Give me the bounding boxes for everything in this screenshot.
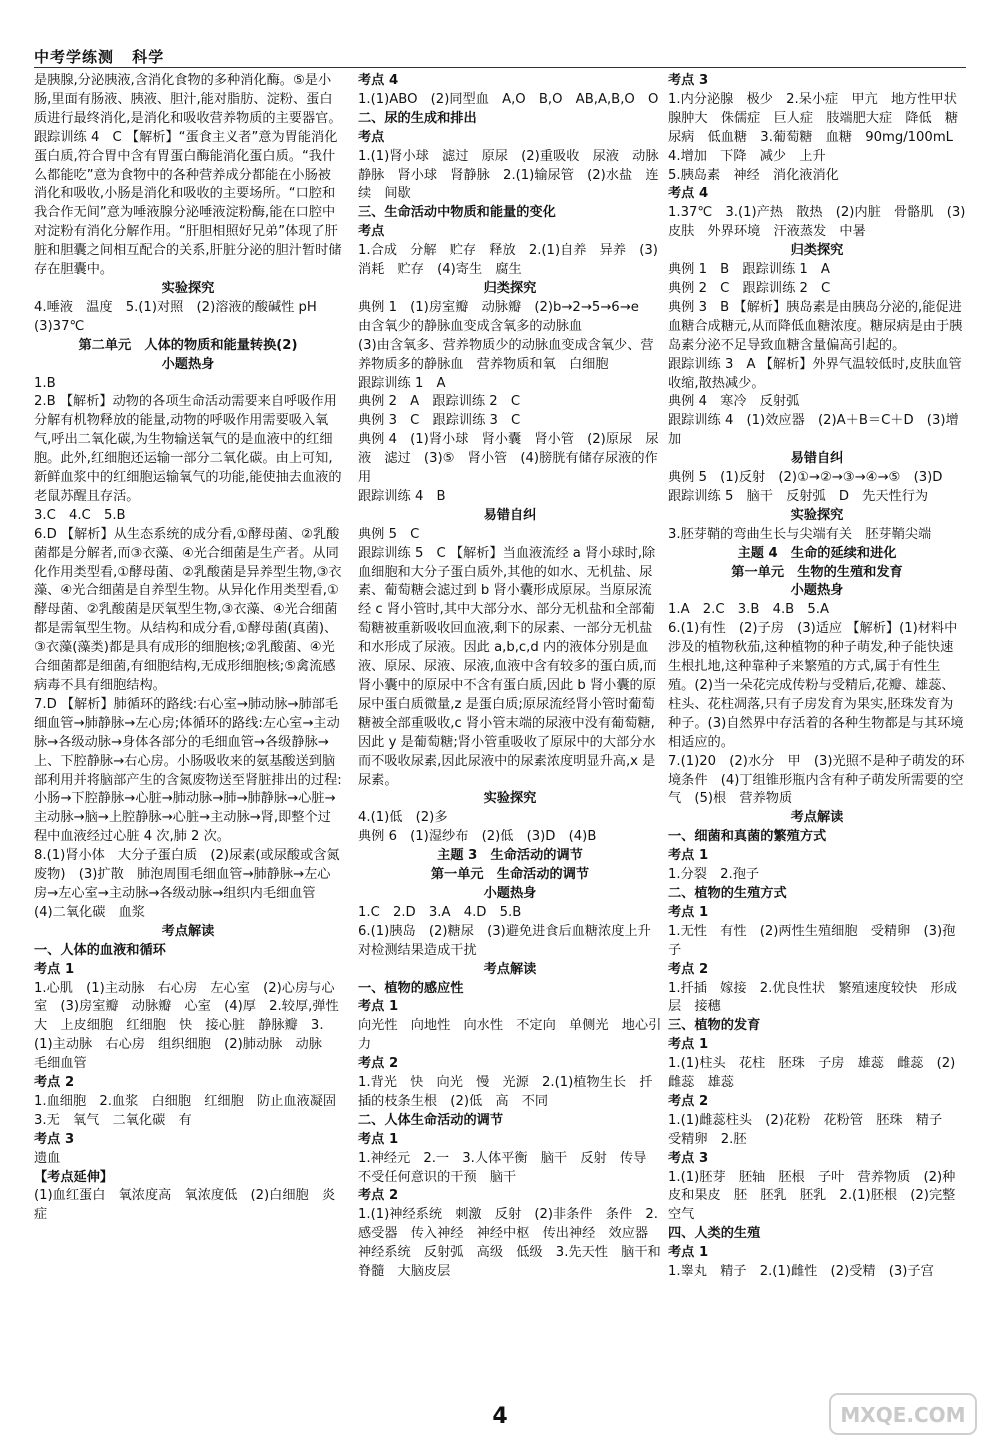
col2-line-34: 考点 1	[358, 1131, 399, 1147]
col1-line-21: (1)血红蛋白 氧浓度高 氧浓度低 (2)白细胞 炎症	[34, 1188, 336, 1223]
col3-line-5: 归类探究	[790, 243, 844, 259]
col3-line-39: 四、人类的生殖	[668, 1226, 761, 1242]
col1-line-4: 第二单元 人体的物质和能量转换(2)	[78, 337, 298, 353]
col3-line-16: 3.胚芽鞘的弯曲生长与尖端有关 胚芽鞘尖端	[668, 526, 932, 542]
col3-line-35: 考点 2	[668, 1093, 709, 1109]
col2-line-14: 典例 4 (1)肾小球 肾小囊 肾小管 (2)原尿 尿液 滤过 (3)⑤ 肾小管 (4)膀胱有储存尿液的作用	[358, 432, 659, 486]
col2-line-16: 易错自纠	[483, 507, 537, 523]
col1-line-16: 考点 2	[34, 1075, 75, 1091]
col3-line-25: 考点 1	[668, 848, 709, 864]
col3-line-38: 1.(1)胚芽 胚轴 胚根 子叶 营养物质 (2)种皮和果皮 胚 胚乳 胚乳 2.(1)胚根 (2)完整 空气	[668, 1169, 969, 1223]
subject-label: 科学	[132, 48, 165, 66]
col2-line-7: 1.合成 分解 贮存 释放 2.(1)自养 异养 (3)消耗 贮存 (4)寄生 腐生	[358, 243, 658, 278]
col3-line-36: 1.(1)雌蕊柱头 (2)花粉 花粉管 胚珠 精子 受精卵 2.胚	[668, 1112, 956, 1147]
col3-line-29: 1.无性 有性 (2)两性生殖细胞 受精卵 (3)孢子	[668, 923, 956, 958]
col3-line-1: 1.内分泌腺 极少 2.呆小症 甲亢 地方性甲状腺肿大 侏儒症 巨人症 肢端肥大症 降低 糖尿病 低血糖 3.葡萄糖 血糖 90mg/100mL 4.增加 下降 减少 上升	[668, 91, 967, 164]
col1-line-20: 【考点延伸】	[34, 1169, 114, 1185]
col2-line-21: 典例 6 (1)湿纱布 (2)低 (3)D (4)B	[358, 829, 597, 845]
col3-line-20: 1.A 2.C 3.B 4.B 5.A	[668, 602, 830, 618]
col3-line-10: 典例 4 寒冷 反射弧	[668, 394, 800, 410]
col3-line-24: 一、细菌和真菌的繁殖方式	[668, 829, 827, 845]
col2-line-25: 1.C 2.D 3.A 4.D 5.B	[358, 904, 522, 920]
col2-line-35: 1.神经元 2.一 3.人体平衡 脑干 反射 传导 不受任何意识的干预 脑干	[358, 1150, 660, 1185]
text-column-2	[358, 72, 672, 1412]
col2-line-4: 1.(1)肾小球 滤过 原尿 (2)重吸收 尿液 动脉 静脉 肾小球 肾静脉 2.(1)输尿管 (2)水盐 连续 间歇	[358, 148, 672, 202]
col2-line-26: 6.(1)胰岛 (2)糖尿 (3)避免进食后血糖浓度上升对检测结果造成干扰	[358, 923, 651, 958]
col2-line-19: 实验探究	[483, 791, 537, 807]
col3-line-9: 跟踪训练 3 A 【解析】外界气温较低时,皮肤血管收缩,散热减少。	[668, 356, 962, 391]
svg-text:MXQE.COM: MXQE.COM	[840, 1403, 966, 1427]
col3-line-27: 二、植物的生殖方式	[668, 885, 787, 901]
col2-line-30: 向光性 向地性 向水性 不定向 单侧光 地心引力	[358, 1018, 662, 1053]
col3-line-2: 5.胰岛素 神经 消化液消化	[668, 167, 839, 183]
watermark-logo	[828, 1392, 978, 1436]
col2-line-29: 考点 1	[358, 999, 399, 1015]
col1-line-8: 3.C 4.C 5.B	[34, 507, 126, 523]
col2-line-1: 1.(1)ABO (2)同型血 A,O B,O AB,A,B,O O	[358, 91, 659, 107]
col1-line-2: 实验探究	[161, 280, 215, 296]
col3-line-41: 1.睾丸 精子 2.(1)雌性 (2)受精 (3)子宫	[668, 1264, 934, 1280]
col3-line-18: 第一单元 生物的生殖和发育	[731, 564, 903, 580]
header-rule	[34, 67, 966, 68]
page-header	[34, 46, 176, 67]
col3-line-21: 6.(1)有性 (2)子房 (3)适应 【解析】(1)材料中涉及的植物秋茄,这种植物的种子萌发,种子能快速生根扎地,这种靠种子来繁殖的方式,属于有性生殖。(2)当一朵花完成传粉与受精后,花瓣、雄蕊、柱头、花柱凋落,只有子房发育为果实,胚珠发育为种子。(3)自然界中存活着的各种生物都是与其环境相适应的。	[668, 621, 964, 750]
col3-line-31: 1.扦插 嫁接 2.优良性状 繁殖速度较快 形成层 接穗	[668, 980, 957, 1015]
col3-line-19: 小题热身	[790, 583, 844, 599]
col1-line-19: 遗血	[34, 1150, 61, 1166]
col1-line-3: 4.唾液 温度 5.(1)对照 (2)溶液的酸碱性 pH (3)37℃	[34, 299, 331, 334]
col1-line-10: 7.D 【解析】肺循环的路线:右心室→肺动脉→肺部毛细血管→肺静脉→左心房;体循环的路线:左心室→主动脉→各级动脉→身体各部分的毛细血管→各级静脉→上、下腔静脉→右心房。小肠吸收来的氨基酸送到脑部利用并将脑部产生的含氮废物送至肾脏排出的过程:小肠→下腔静脉→心脏→肺动脉→肺→肺静脉→心脏→主动脉→脑→上腔静脉→心脏→主动脉→肾,即整个过程中血液经过心脏 4 次,肺 2 次。	[34, 696, 342, 845]
col2-line-8: 归类探究	[483, 280, 537, 296]
col3-line-33: 考点 1	[668, 1037, 709, 1053]
col2-line-13: 典例 3 C 跟踪训练 3 C	[358, 413, 521, 429]
col3-line-0: 考点 3	[668, 73, 709, 88]
col1-line-6: 1.B	[34, 375, 56, 391]
col3-line-4: 1.37℃ 3.(1)产热 散热 (2)内脏 骨骼肌 (3)皮肤 外界环境 汗液蒸发 中暑	[668, 205, 966, 240]
col3-line-14: 跟踪训练 5 脑干 反射弧 D 先天性行为	[668, 488, 929, 504]
col2-line-28: 一、植物的感应性	[358, 980, 464, 996]
col3-line-30: 考点 2	[668, 961, 709, 977]
col2-line-31: 考点 2	[358, 1056, 399, 1072]
col3-line-6: 典例 1 B 跟踪训练 1 A	[668, 262, 830, 278]
col2-line-6: 考点	[358, 224, 385, 240]
col3-line-40: 考点 1	[668, 1245, 709, 1261]
col2-line-3: 考点	[358, 129, 385, 145]
col2-line-23: 第一单元 生命活动的调节	[430, 867, 590, 883]
col2-line-22: 主题 3 生命活动的调节	[437, 848, 583, 864]
col2-line-15: 跟踪训练 4 B	[358, 488, 446, 504]
col1-line-11: 8.(1)肾小体 大分子蛋白质 (2)尿素(或尿酸或含氮废物) (3)扩散 肺泡周围毛细血管→肺静脉→左心房→左心室→主动脉→各级动脉→组织内毛细血管 (4)二氧化碳 血浆	[34, 848, 340, 920]
col1-line-14: 考点 1	[34, 961, 75, 977]
col2-line-32: 1.背光 快 向光 慢 光源 2.(1)植物生长 扦插的枝条生根 (2)低 高 不同	[358, 1075, 653, 1109]
col3-line-28: 考点 1	[668, 904, 709, 920]
col3-line-13: 典例 5 (1)反射 (2)①→②→③→④→⑤ (3)D	[668, 470, 943, 486]
col2-line-0: 考点 4	[358, 73, 399, 88]
col3-line-32: 三、植物的发育	[668, 1018, 761, 1034]
col2-line-17: 典例 5 C	[358, 526, 420, 542]
col2-line-27: 考点解读	[483, 961, 537, 977]
col1-line-9: 6.D 【解析】从生态系统的成分看,①酵母菌、②乳酸菌都是分解者,而③衣藻、④光合细菌是生产者。从同化作用类型看,①酵母菌、②乳酸菌是异养型生物,③衣藻、④光合细菌是自养型生物。从异化作用类型看,①酵母菌、②乳酸菌是厌氧型生物,③衣藻、④光合细菌都是需氧型生物。从结构和成分看,①酵母菌(真菌)、③衣藻(藻类)都是具有成形的细胞核;②乳酸菌、④光合细菌都是细菌,有细胞结构,无成形细胞核;⑤禽流感病毒不具有细胞结构。	[34, 526, 342, 693]
col2-line-20: 4.(1)低 (2)多	[358, 810, 448, 826]
col1-line-17: 1.血细胞 2.血浆 白细胞 红细胞 防止血液凝固 3.无 氧气 二氧化碳 有	[34, 1093, 350, 1128]
col2-line-18: 跟踪训练 5 C 【解析】当血液流经 a 肾小球时,除血细胞和大分子蛋白质外,其他的如水、无机盐、尿素、葡萄糖会滤过到 b 肾小囊形成原尿。当原尿流经 c 肾小管时,其中大部分水、部分无机盐和全部葡萄糖被重新吸收回血液,剩下的尿素、一部分无机盐和水形成了尿液。因此 a,b,c,d 内的液体分别是血液、原尿、尿液、尿液,血液中含有较多的蛋白质,而肾小囊中的原尿中不含有蛋白质,因此 b 肾小囊的原尿中蛋白质微量,z 是蛋白质;原尿流经肾小管时葡萄糖被全部重吸收,c 肾小管末端的尿液中没有葡萄糖,因此 y 是葡萄糖;肾小管重吸收了原尿中的大部分水而不吸收尿素,因此尿液中的尿素浓度明显升高,x 是尿素。	[358, 545, 657, 788]
col1-line-15: 1.心肌 (1)主动脉 右心房 左心室 (2)心房与心室 (3)房室瓣 动脉瓣 心室 (4)厚 2.较厚,弹性大 上皮细胞 红细胞 快 接心脏 静脉瓣 3.(1)主动脉 右心房 组织细胞 (2)肺动脉 动脉 毛细血管	[34, 980, 339, 1072]
col3-line-11: 跟踪训练 4 (1)效应器 (2)A＋B＝C＋D (3)增加	[668, 413, 959, 448]
col2-line-2: 二、尿的生成和排出	[358, 110, 477, 126]
col1-line-13: 一、人体的血液和循环	[34, 942, 166, 958]
col2-line-9: 典例 1 (1)房室瓣 动脉瓣 (2)b→2→5→6→e 由含氧少的静脉血变成含氧多的动脉血	[358, 299, 653, 334]
col3-line-22: 7.(1)20 (2)水分 甲 (3)光照不是种子萌发的环境条件 (4)丁组锥形瓶内含有种子萌发所需要的空气 (5)根 营养物质	[668, 753, 965, 807]
col1-line-12: 考点解读	[161, 923, 215, 939]
col3-line-12: 易错自纠	[790, 451, 844, 467]
col2-line-10: (3)由含氧多、营养物质少的动脉血变成含氧少、营养物质多的静脉血 营养物质和氧 白细胞	[358, 337, 654, 372]
col1-line-18: 考点 3	[34, 1131, 75, 1147]
col2-line-36: 考点 2	[358, 1188, 399, 1204]
text-column-3	[668, 72, 969, 1412]
col2-line-12: 典例 2 A 跟踪训练 2 C	[358, 394, 521, 410]
col2-line-11: 跟踪训练 1 A	[358, 375, 446, 391]
col3-line-17: 主题 4 生命的延续和进化	[737, 545, 897, 561]
col2-line-33: 二、人体生命活动的调节	[358, 1112, 504, 1128]
col3-line-15: 实验探究	[790, 507, 844, 523]
col3-line-7: 典例 2 C 跟踪训练 2 C	[668, 280, 831, 296]
col1-line-7: 2.B 【解析】动物的各项生命活动需要来自呼吸作用分解有机物释放的能量,动物的呼吸作用需要吸入氧气,呼出二氧化碳,为生物输送氧气的是血液中的红细胞。此外,红细胞还运输一部分二氧化碳。由上可知,新鲜血浆中的红细胞运输氧气的功能,能使抽去血液的老鼠苏醒且存活。	[34, 394, 342, 504]
col1-line-5: 小题热身	[161, 356, 215, 372]
col3-line-37: 考点 3	[668, 1150, 709, 1166]
col3-line-3: 考点 4	[668, 186, 709, 202]
book-title: 中考学练测	[34, 48, 115, 66]
col3-line-23: 考点解读	[790, 810, 844, 826]
col1-line-1: 跟踪训练 4 C 【解析】“蛋食主义者”意为胃能消化蛋白质,符合胃中含有胃蛋白酶能消化蛋白质。“我什么都能吃”意为食物中的各种营养成分都能在小肠被消化和吸收,小肠是消化和吸收的主要场所。“口腔和我合作无间”意为唾液腺分泌唾液淀粉酶,能在口腔中对淀粉有消化分解作用。“肝胆相照好兄弟”体现了肝脏和胆囊之间相互配合的关系,肝脏分泌的胆汁暂时储存在胆囊中。	[34, 129, 342, 278]
col3-line-8: 典例 3 B 【解析】胰岛素是由胰岛分泌的,能促进血糖合成糖元,从而降低血糖浓度。糖尿病是由于胰岛素分泌不足导致血糖含量偏高引起的。	[668, 299, 963, 353]
col1-line-0: 是胰腺,分泌胰液,含消化食物的多种消化酶。⑤是小肠,里面有肠液、胰液、胆汁,能对脂肪、淀粉、蛋白质进行最终消化,是消化和吸收营养物质的主要器官。	[34, 73, 342, 126]
col2-line-37: 1.(1)神经系统 刺激 反射 (2)非条件 条件 2.感受器 传入神经 神经中枢 传出神经 效应器 神经系统 反射弧 高级 低级 3.先天性 脑干和脊髓 大脑皮层	[358, 1207, 662, 1280]
text-column-1	[34, 72, 350, 1412]
page-number: 4	[492, 1404, 508, 1429]
col3-line-26: 1.分裂 2.孢子	[668, 867, 760, 883]
col2-line-5: 三、生命活动中物质和能量的变化	[358, 205, 556, 221]
col3-line-34: 1.(1)柱头 花柱 胚珠 子房 雄蕊 雌蕊 (2)雌蕊 雄蕊	[668, 1056, 956, 1091]
col2-line-24: 小题热身	[483, 885, 537, 901]
